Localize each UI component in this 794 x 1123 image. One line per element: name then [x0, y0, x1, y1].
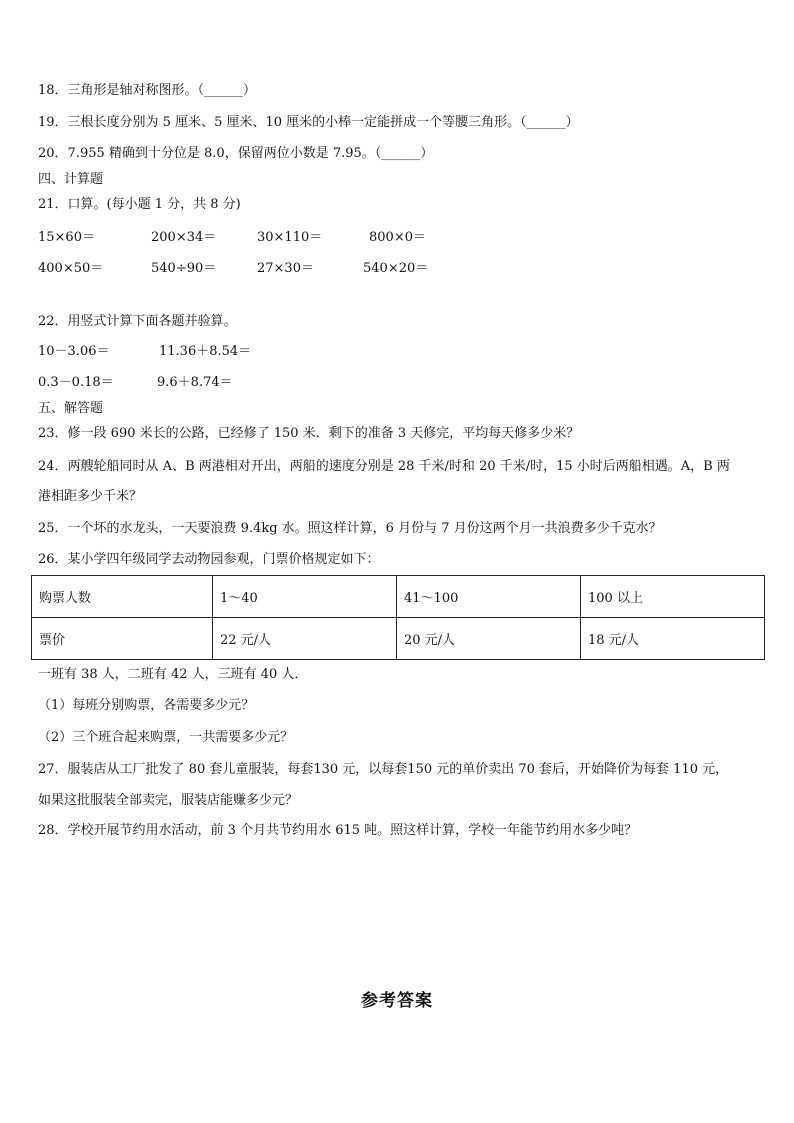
vertical-calc-item: 0.3－0.18＝ — [38, 375, 114, 390]
table-cell: 22 元/人 — [213, 618, 397, 660]
question-18: 18．三角形是轴对称图形。（______） — [38, 83, 257, 98]
oral-item: 27×30＝ — [257, 261, 314, 276]
table-cell: 18 元/人 — [581, 618, 765, 660]
oral-item: 540×20＝ — [363, 261, 429, 276]
table-cell: 1～40 — [213, 576, 397, 618]
oral-item: 540÷90＝ — [151, 261, 217, 276]
table-row — [32, 618, 765, 660]
answer-heading: 参考答案 — [361, 991, 433, 1011]
question-28: 28．学校开展节约用水活动，前 3 个月共节约用水 615 吨。照这样计算，学校一年能节约用水多少吨？ — [38, 823, 638, 838]
section-4-heading: 四、计算题 — [38, 172, 104, 187]
vertical-calc-item: 9.6＋8.74＝ — [157, 375, 233, 390]
ticket-price-table — [31, 575, 765, 660]
question-26: 26．某小学四年级同学去动物园参观，门票价格规定如下： — [38, 552, 380, 567]
table-cell: 41～100 — [397, 576, 581, 618]
vertical-calc-item: 10－3.06＝ — [38, 344, 110, 359]
question-19: 19．三根长度分别为 5 厘米、5 厘米、10 厘米的小棒一定能拼成一个等腰三角形。（______） — [38, 115, 579, 130]
question-20: 20．7.955 精确到十分位是 8.0，保留两位小数是 7.95。（______） — [38, 146, 434, 161]
table-cell: 票价 — [32, 618, 213, 660]
section-5-heading: 五、解答题 — [38, 401, 104, 416]
question-26-sub-2: （2）三个班合起来购票，一共需要多少元？ — [38, 730, 294, 745]
oral-item: 800×0＝ — [369, 230, 426, 245]
question-26-info: 一班有 38 人，二班有 42 人，三班有 40 人． — [38, 667, 308, 682]
question-27-line-2: 如果这批服装全部卖完，服装店能赚多少元？ — [38, 793, 299, 808]
question-25: 25．一个坏的水龙头，一天要浪费 9.4kg 水。照这样计算，6 月份与 7 月份这两个月一共浪费多少千克水？ — [38, 521, 662, 536]
oral-item: 400×50＝ — [38, 261, 104, 276]
question-23: 23．修一段 690 米长的公路，已经修了 150 米．剩下的准备 3 天修完，平均每天修多少米？ — [38, 426, 580, 441]
vertical-calc-item: 11.36＋8.54＝ — [159, 344, 252, 359]
oral-item: 30×110＝ — [257, 230, 323, 245]
table-cell: 20 元/人 — [397, 618, 581, 660]
question-27-line-1: 27．服装店从工厂批发了 80 套儿童服装，每套130 元，以每套150 元的单价卖出 70 套后，开始降价为每套 110 元， — [38, 762, 729, 777]
oral-item: 200×34＝ — [151, 230, 217, 245]
question-24-line-1: 24．两艘轮船同时从 A、B 两港相对开出，两船的速度分别是 28 千米/时和 20 千米/时，15 小时后两船相遇。A，B 两 — [38, 459, 730, 474]
oral-item: 15×60＝ — [38, 230, 95, 245]
question-21: 21．口算。(每小题 1 分，共 8 分) — [38, 197, 241, 212]
question-26-sub-1: （1）每班分别购票，各需要多少元？ — [38, 698, 255, 713]
question-22: 22．用竖式计算下面各题并验算。 — [38, 314, 237, 329]
table-row — [32, 576, 765, 618]
table-cell: 购票人数 — [32, 576, 213, 618]
question-24-line-2: 港相距多少千米？ — [38, 489, 143, 504]
table-cell: 100 以上 — [581, 576, 765, 618]
